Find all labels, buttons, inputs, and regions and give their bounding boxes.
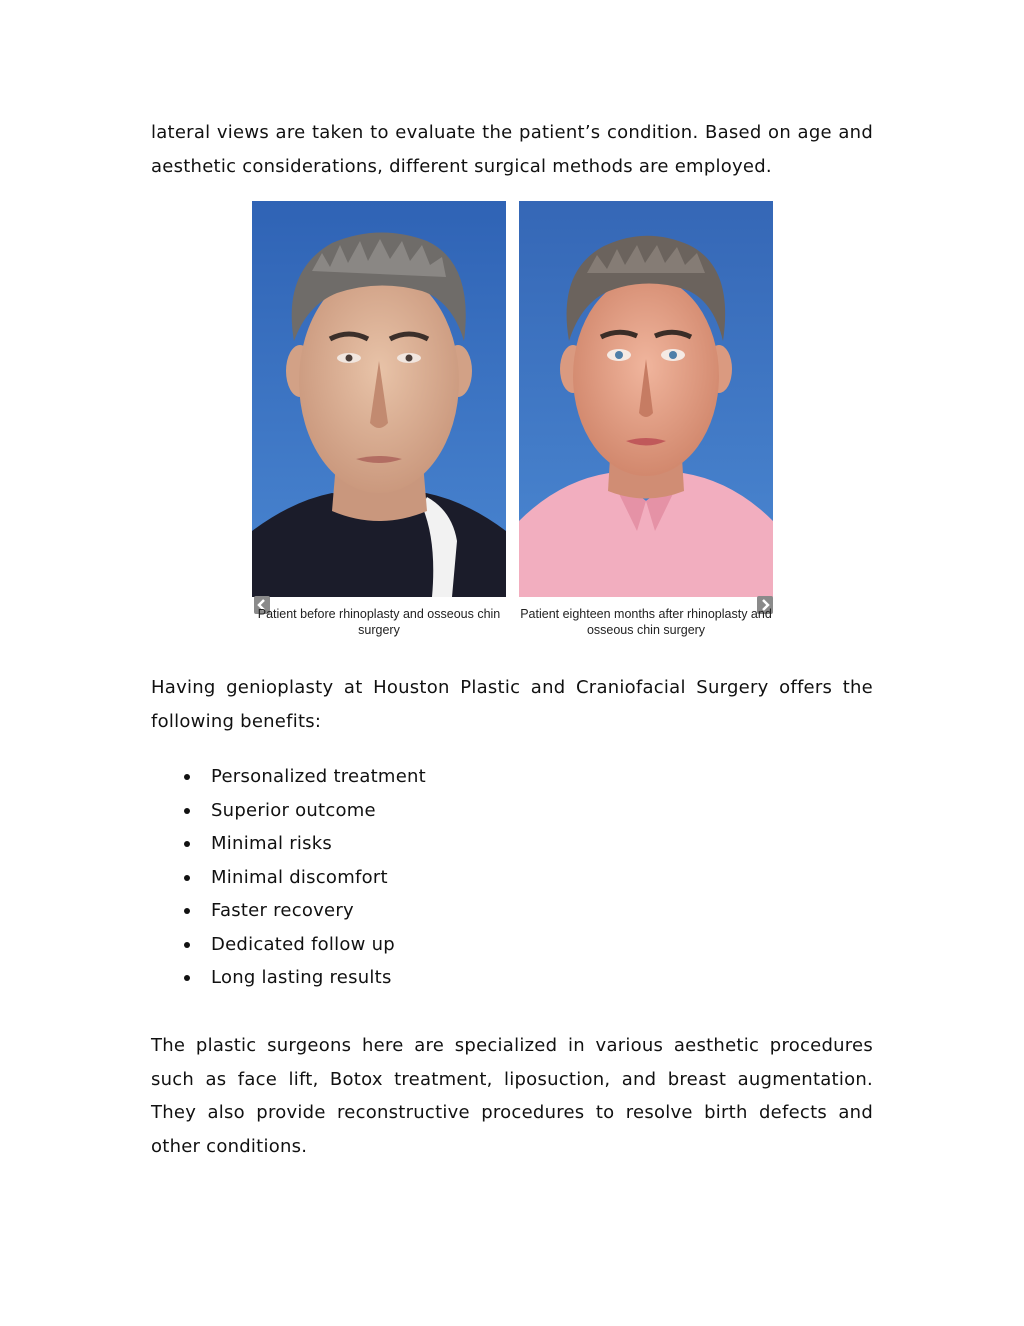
- after-photo: [519, 201, 773, 597]
- intro-paragraph: lateral views are taken to evaluate the patient’s condition. Based on age and aesthetic considerations, different surgical methods are employed.: [151, 122, 873, 177]
- list-item-label: Long lasting results: [211, 967, 392, 988]
- before-photo: [252, 201, 506, 597]
- before-caption: Patient before rhinoplasty and osseous chin surgery: [257, 607, 501, 637]
- list-item: [151, 794, 751, 828]
- list-item: [151, 894, 751, 928]
- list-item-label: Faster recovery: [211, 900, 354, 921]
- list-item: [151, 760, 751, 794]
- benefits-intro: Having genioplasty at Houston Plastic and Craniofacial Surgery offers the following benefits:: [151, 677, 873, 732]
- before-after-figure: [252, 201, 773, 641]
- list-item: [151, 861, 751, 895]
- list-item-label: Personalized treatment: [211, 766, 426, 787]
- bullet-icon: [184, 774, 190, 780]
- list-item-label: Minimal risks: [211, 833, 333, 854]
- list-item-label: Minimal discomfort: [211, 866, 388, 888]
- bullet-icon: [184, 875, 190, 881]
- bullet-icon: [184, 942, 190, 948]
- benefits-list: [151, 760, 751, 995]
- after-caption: Patient eighteen months after rhinoplasty and osseous chin surgery: [520, 607, 772, 637]
- list-item: [151, 827, 751, 861]
- bullet-icon: [184, 975, 190, 981]
- bullet-icon: [184, 908, 190, 914]
- list-item-label: Superior outcome: [211, 799, 376, 821]
- list-item: [151, 961, 751, 995]
- bullet-icon: [184, 841, 190, 847]
- list-item: [151, 928, 751, 962]
- list-item-label: Dedicated follow up: [211, 933, 395, 955]
- bullet-icon: [184, 808, 190, 814]
- closing-paragraph: The plastic surgeons here are specialized in various aesthetic procedures such as face lift, Botox treatment, liposuction, and breast augmentation. They also provide reconstructive procedures to resolve birth defects and other conditions.: [151, 1035, 873, 1157]
